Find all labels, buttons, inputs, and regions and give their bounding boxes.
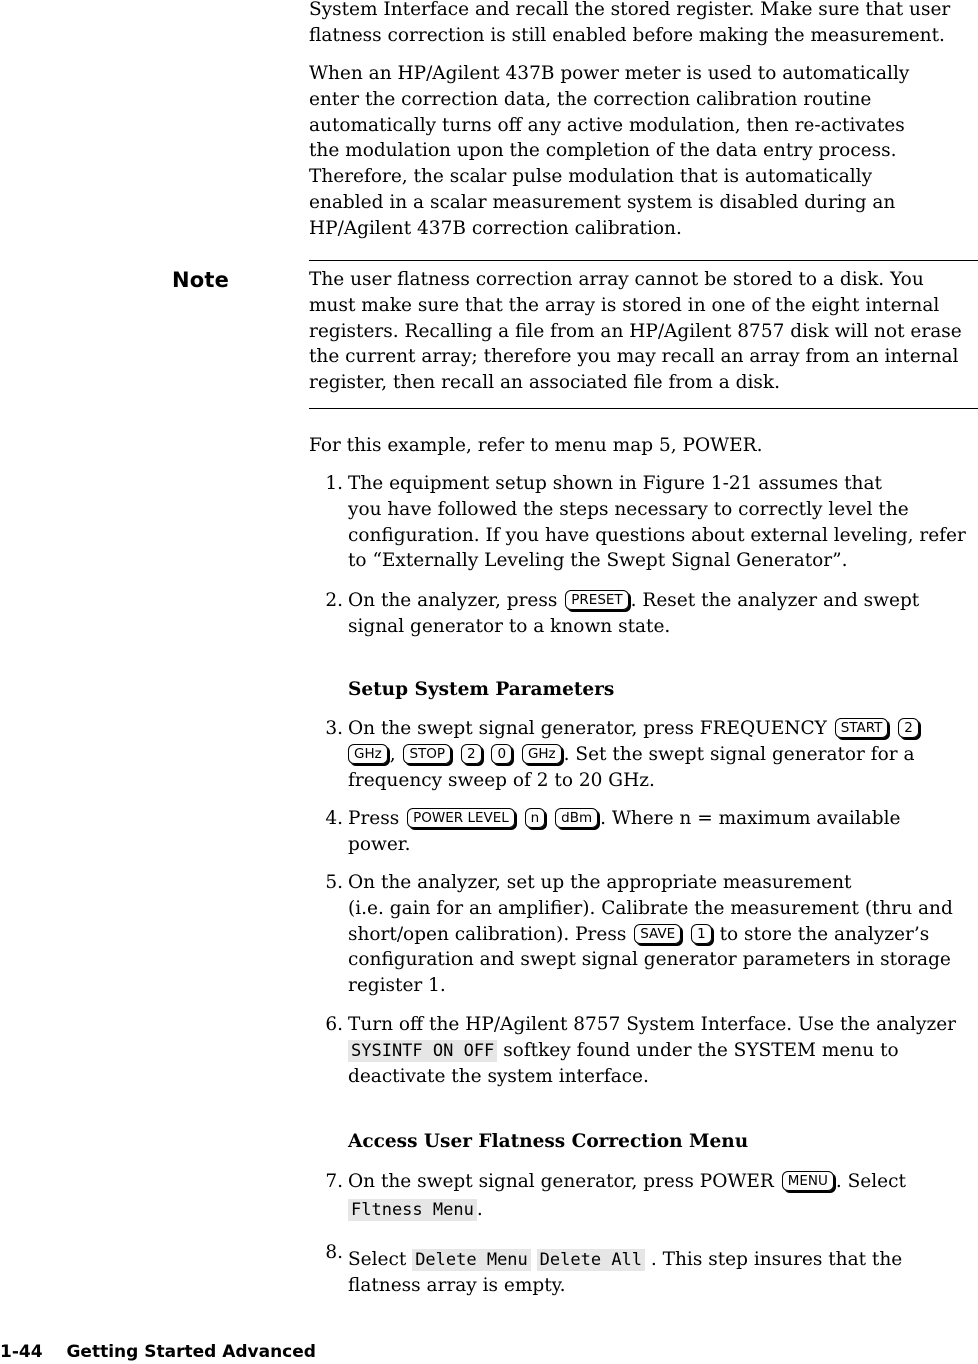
n-key[interactable]: n: [525, 808, 546, 828]
text-line: enter the correction data, the correction calibration routine: [309, 88, 872, 110]
digit-2-key[interactable]: 2: [898, 718, 919, 738]
text-line: register 1.: [348, 975, 446, 997]
note-label: Note: [172, 268, 230, 292]
step-number: 1.: [325, 473, 343, 494]
sysintf-softkey[interactable]: SYSINTF ON OFF: [348, 1040, 497, 1062]
text-line: signal generator to a known state.: [348, 615, 671, 637]
power-meter-paragraph: [309, 61, 974, 242]
ghz-key[interactable]: GHz: [522, 744, 562, 764]
text-line: the modulation upon the completion of the data entry process.: [309, 140, 897, 162]
step-text: . This step insures that the: [650, 1249, 903, 1270]
text-line: flatness array is empty.: [348, 1274, 566, 1296]
setup-heading: Setup System Parameters: [348, 679, 615, 700]
step-text: On the analyzer, press: [348, 590, 558, 611]
step-text: Press: [348, 808, 400, 829]
step-text: On the swept signal generator, press POWER: [348, 1171, 774, 1192]
text-line: registers. Recalling a file from an HP/Agilent 8757 disk will not erase: [309, 320, 962, 342]
step-text: to store the analyzer’s: [719, 923, 930, 945]
step-number: 8.: [325, 1242, 343, 1263]
step-text: On the swept signal generator, press FREQUENCY: [348, 718, 827, 739]
text-line: frequency sweep of 2 to 20 GHz.: [348, 769, 655, 791]
menu-key[interactable]: MENU: [782, 1171, 834, 1191]
text-line: register, then recall an associated file from a disk.: [309, 372, 780, 394]
digit-2-key[interactable]: 2: [461, 744, 482, 764]
save-key[interactable]: SAVE: [634, 924, 681, 944]
text-line: automatically turns off any active modulation, then re-activates: [309, 114, 905, 136]
page-footer: [0, 1342, 316, 1362]
chapter-title: Getting Started Advanced: [66, 1342, 316, 1362]
text-line: the current array; therefore you may recall an array from an internal: [309, 346, 959, 368]
text-line: enabled in a scalar measurement system is disabled during an: [309, 191, 896, 213]
step-text: Select: [348, 1249, 407, 1270]
digit-1-key[interactable]: 1: [691, 924, 712, 944]
text-line: On the analyzer, set up the appropriate measurement: [348, 872, 852, 893]
stop-key[interactable]: STOP: [403, 744, 451, 764]
text-line: Turn off the HP/Agilent 8757 System Interface. Use the analyzer: [348, 1014, 957, 1035]
step-text: . Select: [835, 1171, 906, 1192]
note-text: [309, 267, 974, 396]
step-text: short/open calibration). Press: [348, 923, 627, 945]
step-number: 5.: [325, 872, 343, 893]
text-line: The user flatness correction array cannot be stored to a disk. You: [309, 269, 924, 290]
step-text: . Set the swept signal generator for a: [563, 743, 915, 765]
dbm-key[interactable]: dBm: [555, 808, 598, 828]
delete-all-softkey[interactable]: Delete All: [537, 1249, 645, 1271]
text-line: Therefore, the scalar pulse modulation that is automatically: [309, 166, 873, 188]
example-line: [309, 433, 974, 459]
text-line: flatness correction is still enabled before making the measurement.: [309, 24, 945, 46]
text-line: When an HP/Agilent 437B power meter is used to automatically: [309, 63, 910, 84]
digit-0-key[interactable]: 0: [491, 744, 512, 764]
text-line: to “Externally Leveling the Swept Signal Generator”.: [348, 550, 848, 572]
text-line: (i.e. gain for an amplifier). Calibrate the measurement (thru and: [348, 897, 953, 919]
step-number: 7.: [325, 1171, 343, 1192]
step-number: 4.: [325, 808, 343, 829]
text-line: configuration and swept signal generator parameters in storage: [348, 949, 951, 971]
period: .: [476, 1198, 483, 1220]
text-line: must make sure that the array is stored in one of the eight internal: [309, 294, 940, 316]
step-number: 2.: [325, 590, 343, 611]
delete-menu-softkey[interactable]: Delete Menu: [412, 1249, 531, 1271]
step-text: softkey found under the SYSTEM menu to: [503, 1039, 899, 1061]
text-line: you have followed the steps necessary to correctly level the: [348, 498, 909, 520]
step-number: 3.: [325, 718, 343, 739]
access-heading: Access User Flatness Correction Menu: [348, 1131, 749, 1152]
intro-paragraph: [309, 0, 974, 49]
text-line: HP/Agilent 437B correction calibration.: [309, 217, 682, 239]
fltness-menu-softkey[interactable]: Fltness Menu: [348, 1199, 477, 1221]
text-line: The equipment setup shown in Figure 1-21 assumes that: [348, 473, 882, 494]
text-line: deactivate the system interface.: [348, 1065, 649, 1087]
text-line: power.: [348, 833, 411, 855]
step-text: . Reset the analyzer and swept: [630, 590, 920, 611]
power-level-key[interactable]: POWER LEVEL: [407, 808, 515, 828]
ghz-key[interactable]: GHz: [348, 744, 388, 764]
step-number: 6.: [325, 1014, 343, 1035]
text-line: System Interface and recall the stored register. Make sure that user: [309, 0, 951, 20]
note-top-rule: [309, 260, 978, 261]
preset-key[interactable]: PRESET: [565, 590, 628, 610]
text-line: For this example, refer to menu map 5, POWER.: [309, 435, 763, 456]
page-number: 1-44: [0, 1342, 43, 1362]
comma: ,: [389, 743, 396, 765]
start-key[interactable]: START: [835, 718, 889, 738]
step-text: . Where n = maximum available: [600, 808, 901, 829]
note-bottom-rule: [309, 408, 978, 409]
text-line: configuration. If you have questions about external leveling, refer: [348, 524, 966, 546]
